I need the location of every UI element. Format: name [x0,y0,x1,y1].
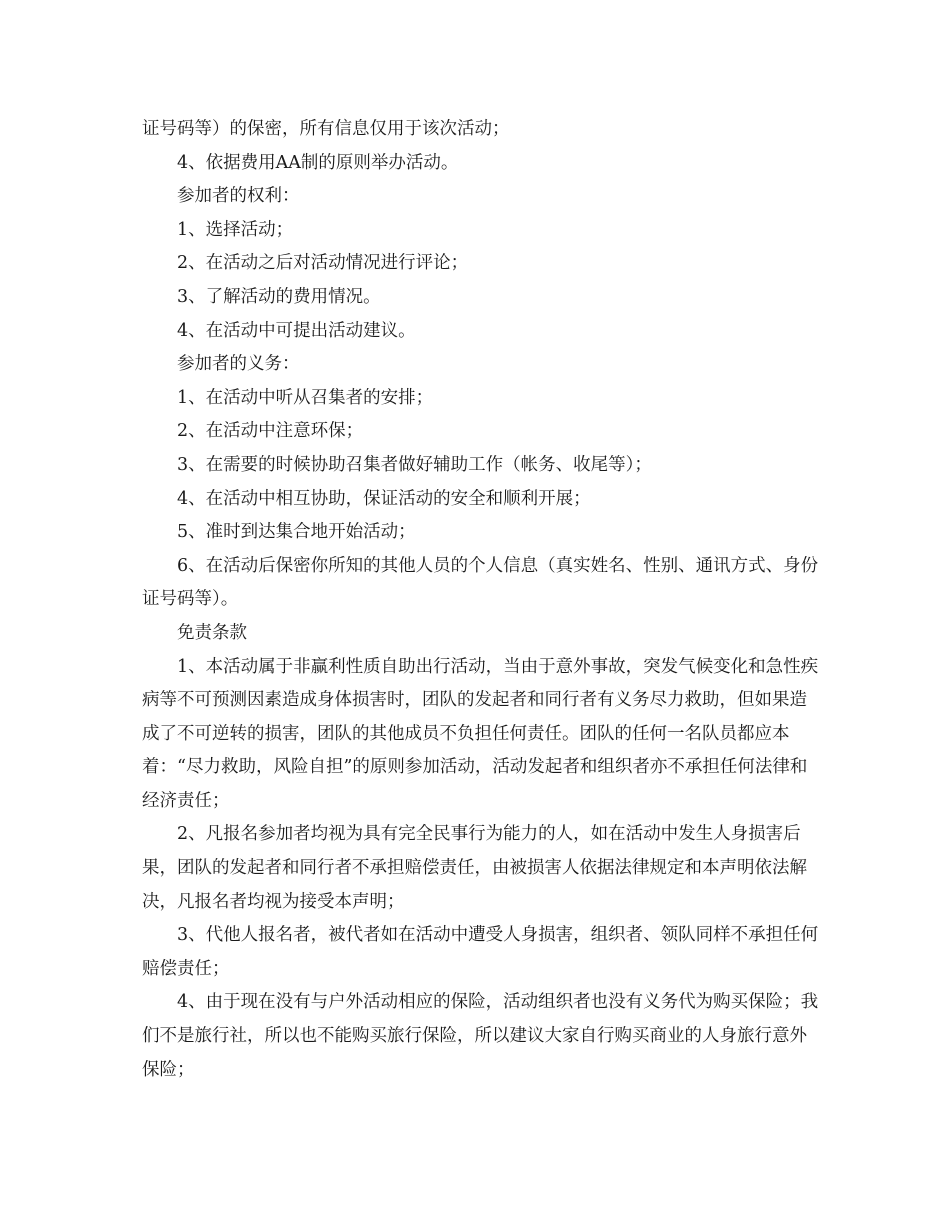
paragraph-clause: 2、凡报名参加者均视为具有完全民事行为能力的人，如在活动中发生人身损害后果，团队的发起者和同行者不承担赔偿责任，由被损害人依据法律规定和本声明依法解决，凡报名者均视为接受本声明； [142,824,807,912]
paragraph-item: 1、选择活动； [177,219,294,240]
paragraph-item: 2、在活动中注意环保； [177,421,364,442]
section-heading-rights: 参加者的权利： [177,186,300,207]
paragraph-item: 4、依据费用AA制的原则举办活动。 [177,152,459,173]
paragraph-clause: 1、本活动属于非赢利性质自助出行活动，当由于意外事故，突发气候变化和急性疾病等不可预测因素造成身体损害时，团队的发起者和同行者有义务尽力救助，但如果造成了不可逆转的损害，团队的其他成员不负担任何责任。团队的任何一名队员都应本着：“尽力救助，风险自担”的原则参加活动，活动发起者和组织者亦不承担任何法律和经济责任； [142,656,819,811]
paragraph-item: 3、了解活动的费用情况。 [177,286,381,307]
paragraph-clause: 4、由于现在没有与户外活动相应的保险，活动组织者也没有义务代为购买保险；我们不是旅行社，所以也不能购买旅行保险，所以建议大家自行购买商业的人身旅行意外保险； [142,992,819,1080]
paragraph-item: 6、在活动后保密你所知的其他人员的个人信息（真实姓名、性别、通讯方式、身份证号码等）。 [142,555,819,610]
document-body [142,113,822,1087]
paragraph-item: 2、在活动之后对活动情况进行评论； [177,253,469,274]
paragraph-item: 1、在活动中听从召集者的安排； [177,387,434,408]
paragraph-item: 4、在活动中可提出活动建议。 [177,320,416,341]
paragraph-clause: 3、代他人报名者，被代者如在活动中遭受人身损害，组织者、领队同样不承担任何赔偿责任； [142,925,819,979]
section-heading-disclaimer: 免责条款 [177,622,247,643]
paragraph-item: 3、在需要的时候协助召集者做好辅助工作（帐务、收尾等）； [177,454,652,475]
paragraph-item: 4、在活动中相互协助，保证活动的安全和顺利开展； [177,488,591,509]
section-heading-duties: 参加者的义务： [177,354,300,375]
paragraph-continued: 证号码等）的保密，所有信息仅用于该次活动； [142,119,510,139]
paragraph-item: 5、准时到达集合地开始活动； [177,522,416,543]
